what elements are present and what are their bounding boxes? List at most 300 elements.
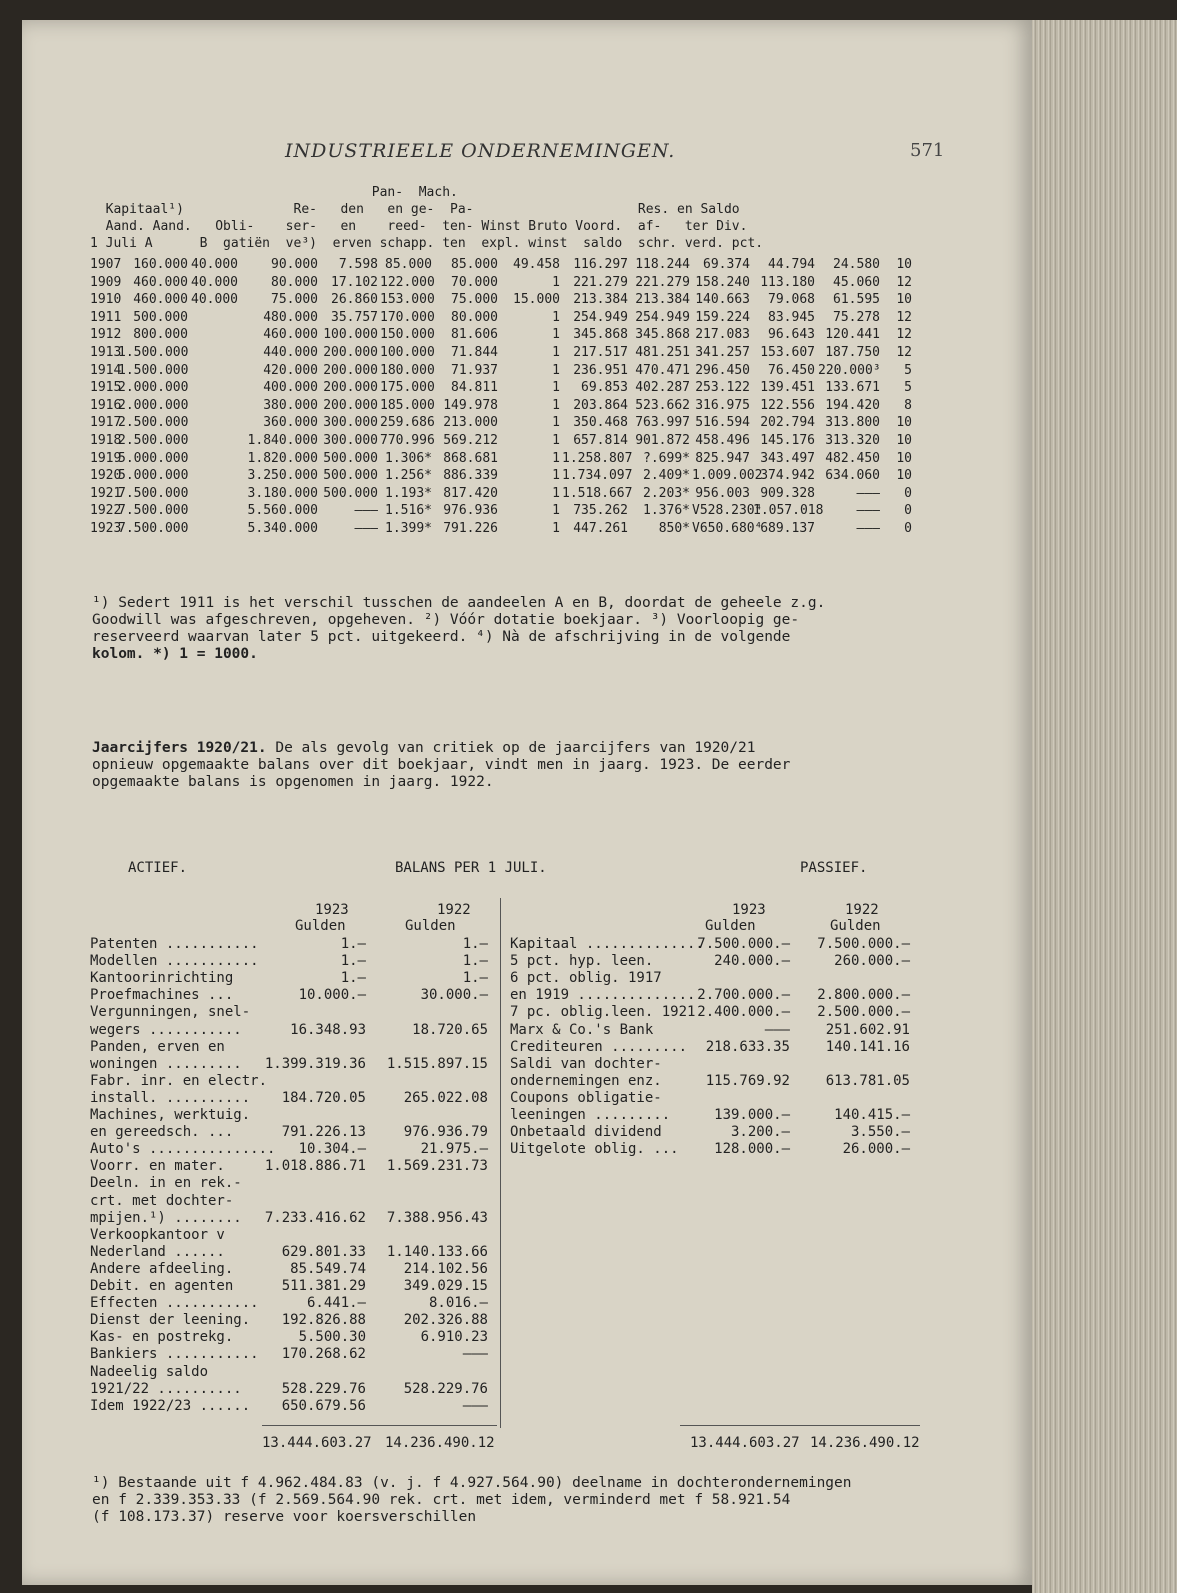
passief-total-1922: 14.236.490.12 (810, 1435, 920, 1451)
table-cell: 217.517 (573, 345, 628, 360)
table-cell: 313.320 (825, 433, 880, 448)
table-cell: 0 (904, 485, 912, 501)
table-cell: 1914 (90, 362, 122, 378)
table-cell: 440.000 (263, 345, 318, 360)
jaarcijfers-paragraph (92, 740, 922, 791)
balance-item-1922: 613.781.05 (825, 1072, 910, 1089)
balance-item-1922: ——— (462, 1346, 488, 1363)
table-cell: 0 (904, 503, 912, 519)
passief-label: PASSIEF. (800, 860, 868, 876)
table-cell: 10 (896, 433, 912, 448)
passief-total-1923: 13.444.603.27 (690, 1435, 800, 1451)
balance-footnote (92, 1475, 922, 1526)
table-cell: 213.384 (635, 292, 690, 308)
table-cell: 1.057.018 (753, 503, 824, 519)
table-cell: 150.000 (380, 327, 435, 343)
table-cell: 10 (896, 468, 912, 484)
table-cell: 12 (896, 309, 912, 325)
table-cell: 149.978 (443, 397, 498, 413)
jaarcijfers-text: opgemaakte balans is opgenomen in jaarg. 1922. (92, 774, 494, 790)
table-cell: 1 (552, 503, 560, 519)
balance-item-label: Patenten ........... (90, 936, 259, 952)
balance-item-1922: 140.141.16 (825, 1038, 910, 1055)
table-cell: 180.000 (380, 362, 435, 378)
table-cell: 10 (896, 292, 912, 308)
table-cell: 8 (904, 397, 912, 413)
balance-item-label: Vergunningen, snel- (90, 1004, 251, 1021)
balance-item-1923: 10.000.— (298, 987, 366, 1004)
balance-item-1922: 1.— (462, 936, 488, 952)
table-cell: 470.471 (635, 362, 690, 378)
table-cell: 1 (552, 485, 560, 501)
balance-item-label: 5 pct. hyp. leen. (510, 953, 654, 970)
balance-item-1923: 85.549.74 (290, 1260, 366, 1277)
table-cell: 90.000 (271, 257, 318, 272)
table-cell: 1 (552, 433, 560, 448)
table-cell: 221.279 (573, 274, 628, 290)
passief-year-1923: 1923 (732, 902, 766, 918)
page-header: INDUSTRIEELE ONDERNEMINGEN. (285, 140, 676, 162)
table-cell: 44.794 (768, 257, 815, 272)
table-cell: 69.853 (581, 380, 628, 396)
balance-item-1922: 349.029.15 (403, 1278, 488, 1294)
table-cell: ——— (354, 521, 378, 536)
table-cell: 1916 (90, 397, 122, 413)
table-cell: 1 (552, 327, 560, 343)
table-cell: 153.607 (760, 345, 815, 360)
table-cell: 868.681 (443, 450, 498, 466)
table-cell: 500.000 (323, 450, 378, 466)
table-notes (92, 595, 922, 663)
balance-item-label: Kas- en postrekg. (90, 1329, 234, 1346)
table-cell: 217.083 (695, 327, 750, 343)
table-cell: 213.000 (443, 415, 498, 431)
table-cell: 17.102 (331, 274, 378, 290)
note-line: Goodwill was afgeschreven, opgeheven. ²) Vóór dotatie boekjaar. ³) Voorloopig ge- (92, 612, 800, 628)
table-cell: 85.000 (385, 257, 432, 272)
balance-item-label: Dienst der leening. (90, 1312, 251, 1329)
balance-item-1922: 202.326.88 (403, 1312, 488, 1329)
table-cell: 1.518.667 (562, 485, 633, 501)
table-cell: 1 (552, 397, 560, 413)
table-cell: 1922 (90, 503, 122, 519)
table-cell: 1.820.000 (247, 450, 318, 466)
balance-item-1923: 528.229.76 (281, 1380, 366, 1397)
balance-divider (500, 898, 501, 1428)
table-cell: 40.000 (191, 292, 238, 308)
table-cell: 10 (896, 415, 912, 431)
balance-item-1923: 5.500.30 (298, 1329, 366, 1346)
table-cell: 296.450 (695, 362, 750, 378)
balance-item-1923: 629.801.33 (281, 1243, 366, 1260)
table-cell: 253.122 (695, 380, 750, 396)
balance-item-1922: 26.000.— (842, 1141, 910, 1158)
balance-item-label: en gereedsch. ... (90, 1124, 234, 1141)
table-cell: 1912 (90, 327, 122, 343)
balance-item-1922: 7.500.000.— (817, 936, 910, 952)
table-cell: ——— (856, 521, 880, 536)
table-cell: 133.671 (825, 380, 880, 396)
table-cell: 1.306* (385, 450, 432, 466)
table-cell: 83.945 (768, 309, 815, 325)
table-cell: 1.258.807 (562, 450, 633, 466)
table-cell: 145.176 (760, 433, 815, 448)
balance-item-label: woningen ......... (90, 1055, 242, 1072)
table-cell: 159.224 (695, 309, 750, 325)
table-cell: 1.516* (385, 503, 432, 519)
table-cell: 482.450 (825, 450, 880, 466)
table-cell: 360.000 (263, 415, 318, 431)
table-cell: 1 (552, 450, 560, 466)
table-cell: 7.500.000 (118, 485, 189, 501)
balans-title: BALANS PER 1 JULI. (395, 860, 547, 876)
passief-unit-1923: Gulden (705, 918, 756, 934)
table-cell: 2.000.000 (118, 397, 189, 413)
balance-item-label: Uitgelote oblig. ... (510, 1141, 679, 1158)
table-cell: 300.000 (323, 433, 378, 448)
actief-label: ACTIEF. (128, 860, 188, 876)
table-cell: 202.794 (760, 415, 815, 431)
table-cell: 1921 (90, 485, 122, 501)
table-cell: ?.699* (643, 450, 690, 466)
table-cell: 374.942 (760, 468, 815, 484)
table-cell: 1915 (90, 380, 122, 396)
table-cell: 220.000³ (818, 362, 881, 378)
balance-item-1922: 3.550.— (850, 1124, 910, 1141)
balance-item-label: Modellen ........... (90, 953, 259, 970)
table-cell: 26.860 (331, 292, 378, 308)
balance-item-1923: 3.200.— (730, 1124, 790, 1141)
table-cell: 400.000 (263, 380, 318, 396)
table-cell: 2.409* (643, 468, 690, 484)
table-cell: 1 (552, 380, 560, 396)
balance-item-1923: 139.000.— (714, 1107, 790, 1123)
table-cell: 69.374 (703, 257, 750, 272)
table-cell: 45.060 (833, 274, 880, 290)
balance-item-1923: 128.000.— (714, 1141, 790, 1158)
table-cell: 343.497 (760, 450, 815, 466)
table-cell: 122.556 (760, 397, 815, 413)
balance-item-label: Marx & Co.'s Bank (510, 1021, 654, 1038)
table-cell: 10 (896, 450, 912, 466)
table-cell: 200.000 (323, 380, 378, 396)
balance-item-label: 7 pc. oblig.leen. 1921 (510, 1004, 696, 1021)
balance-item-1922: 30.000.— (420, 987, 488, 1004)
table-cell: 481.251 (635, 345, 690, 360)
balance-item-1922: 528.229.76 (403, 1380, 488, 1397)
balance-item-1922: ——— (462, 1397, 488, 1414)
table-cell: 341.257 (695, 345, 750, 360)
table-cell: 175.000 (380, 380, 435, 396)
balance-item-label: Crediteuren ......... (510, 1038, 688, 1055)
actief-year-1922: 1922 (437, 902, 471, 918)
table-cell: 500.000 (323, 468, 378, 484)
balance-item-1922: 1.569.231.73 (386, 1158, 488, 1175)
balance-item-label: Kapitaal .............. (510, 936, 704, 952)
table-cell: 569.212 (443, 433, 498, 448)
table-cell: 259.686 (380, 415, 435, 431)
balance-item-1923: 184.720.05 (281, 1089, 366, 1106)
table-cell: 1.399* (385, 521, 432, 536)
table-cell: 345.868 (635, 327, 690, 343)
balance-item-label: Voorr. en mater. (90, 1158, 225, 1175)
table-cell: 1.256* (385, 468, 432, 484)
table-cell: 458.496 (695, 433, 750, 448)
table-cell: 1 (552, 362, 560, 378)
balance-item-1923: 7.500.000.— (697, 936, 790, 952)
table-cell: 791.226 (443, 521, 498, 536)
balance-item-1923: 1.— (340, 936, 366, 952)
table-cell: 1 (552, 468, 560, 484)
balance-item-label: Nadeelig saldo (90, 1363, 209, 1380)
balance-item-1922: 18.720.65 (412, 1021, 488, 1038)
table-cell: 5.000.000 (118, 450, 189, 466)
table-cell: 770.996 (380, 433, 435, 448)
actief-total-rule (262, 1425, 497, 1426)
balance-item-label: Idem 1922/23 ...... (90, 1397, 251, 1414)
table-cell: 316.975 (695, 397, 750, 413)
balance-item-1922: 1.140.133.66 (386, 1243, 488, 1260)
balance-item-1923: 192.826.88 (281, 1312, 366, 1329)
note-line: ¹) Sedert 1911 is het verschil tusschen de aandeelen A en B, doordat de geheele z.g. (92, 595, 826, 611)
table-cell: 254.949 (635, 309, 690, 325)
table-cell: 1917 (90, 415, 122, 431)
table-cell: 300.000 (323, 415, 378, 431)
table-cell: 185.000 (380, 397, 435, 413)
table-cell: 96.643 (768, 327, 815, 343)
table-cell: 523.662 (635, 397, 690, 413)
table-cell: 460.000 (263, 327, 318, 343)
balance-item-1923: 1.— (340, 970, 366, 987)
table-cell: ——— (856, 503, 880, 519)
balance-item-1923: 218.633.35 (705, 1038, 790, 1055)
balance-item-1923: 7.233.416.62 (264, 1209, 366, 1226)
table-cell: 1911 (90, 309, 122, 325)
table-cell: 75.278 (833, 309, 880, 325)
balance-item-1923: 511.381.29 (281, 1278, 366, 1294)
balance-item-1923: 650.679.56 (281, 1397, 366, 1414)
balance-item-1923: 115.769.92 (705, 1072, 790, 1089)
table-cell: 825.947 (695, 450, 750, 466)
note-line: reserveerd waarvan later 5 pct. uitgekeerd. ⁴) Nà de afschrijving in de volgende (92, 629, 791, 645)
balance-item-1923: 2.700.000.— (697, 987, 790, 1004)
table-cell: 976.936 (443, 503, 498, 519)
table-cell: 500.000 (133, 309, 188, 325)
table-cell: 7.500.000 (118, 503, 189, 519)
table-cell: 735.262 (573, 503, 628, 519)
balance-item-label: ondernemingen enz. (510, 1072, 662, 1089)
passief-total-rule (680, 1425, 920, 1426)
table-header-line: Kapitaal¹) Re- den en ge- Pa- Res. en Saldo (90, 202, 740, 217)
footnote-line: (f 108.173.37) reserve voor koersverschillen (92, 1509, 477, 1525)
table-cell: 81.606 (451, 327, 498, 343)
actief-unit-1922: Gulden (405, 918, 456, 934)
balance-item-1923: 1.399.319.36 (264, 1055, 366, 1072)
table-cell: 689.137 (760, 521, 815, 536)
balance-item-label: Panden, erven en (90, 1038, 225, 1055)
balance-item-label: Proefmachines ... (90, 987, 234, 1004)
table-cell: 500.000 (323, 485, 378, 501)
balance-item-1923: 16.348.93 (290, 1021, 366, 1038)
table-cell: 153.000 (380, 292, 435, 308)
balance-item-label: mpijen.¹) ........ (90, 1209, 242, 1226)
balance-item-label: crt. met dochter- (90, 1192, 234, 1209)
table-cell: 657.814 (573, 433, 628, 448)
table-cell: 420.000 (263, 362, 318, 378)
table-cell: V650.680⁴ (692, 521, 763, 536)
table-cell: 956.003 (695, 485, 750, 501)
balance-item-1923: 170.268.62 (281, 1346, 366, 1363)
table-cell: 40.000 (191, 257, 238, 272)
table-cell: 221.279 (635, 274, 690, 290)
table-cell: 122.000 (380, 274, 435, 290)
jaarcijfers-title: Jaarcijfers 1920/21. (92, 740, 267, 756)
passief-year-1922: 1922 (845, 902, 879, 918)
table-cell: 3.250.000 (247, 468, 318, 484)
table-cell: 516.594 (695, 415, 750, 431)
table-cell: 158.240 (695, 274, 750, 290)
balance-item-1922: 2.800.000.— (817, 987, 910, 1004)
table-cell: 10 (896, 257, 912, 272)
table-cell: 71.844 (451, 345, 498, 360)
table-cell: 75.000 (451, 292, 498, 308)
balance-item-label: Nederland ...... (90, 1243, 225, 1260)
table-cell: 1913 (90, 345, 122, 360)
table-cell: 1907 (90, 257, 122, 272)
table-cell: 886.339 (443, 468, 498, 484)
table-cell: 1918 (90, 433, 122, 448)
footnote-line: en f 2.339.353.33 (f 2.569.564.90 rek. crt. met idem, verminderd met f 58.921.54 (92, 1492, 791, 1508)
table-cell: 113.180 (760, 274, 815, 290)
table-cell: 12 (896, 327, 912, 343)
balance-item-1923: 6.441.— (306, 1295, 366, 1312)
table-cell: 817.420 (443, 485, 498, 501)
table-cell: 1.009.002 (692, 468, 763, 484)
table-cell: 5 (904, 380, 912, 396)
table-cell: 76.450 (768, 362, 815, 378)
table-cell: 254.949 (573, 309, 628, 325)
table-cell: 1 (552, 309, 560, 325)
table-cell: 194.420 (825, 397, 880, 413)
balance-item-1923: 1.018.886.71 (264, 1158, 366, 1175)
balance-item-1922: 260.000.— (834, 953, 910, 970)
balance-item-1923: 1.— (340, 953, 366, 970)
table-cell: 313.800 (825, 415, 880, 431)
table-cell: 118.244 (635, 257, 690, 272)
table-cell: 100.000 (323, 327, 378, 343)
balance-item-label: Andere afdeeling. (90, 1260, 234, 1277)
jaarcijfers-text: De als gevolg van critiek op de jaarcijfers van 1920/21 (266, 740, 756, 756)
table-cell: 634.060 (825, 468, 880, 484)
balance-item-label: Auto's ............... (90, 1141, 276, 1158)
table-cell: 236.951 (573, 362, 628, 378)
table-cell: 380.000 (263, 397, 318, 413)
table-cell: 460.000 (133, 292, 188, 308)
balance-item-1923: 10.304.— (298, 1141, 366, 1158)
table-cell: 213.384 (573, 292, 628, 308)
table-cell: 12 (896, 274, 912, 290)
balance-item-1922: 1.515.897.15 (386, 1055, 488, 1072)
balance-item-label: wegers ........... (90, 1021, 242, 1038)
balance-item-1922: 8.016.— (428, 1295, 488, 1312)
table-cell: 170.000 (380, 309, 435, 325)
table-cell: 200.000 (323, 345, 378, 360)
table-cell: 100.000 (380, 345, 435, 360)
balance-item-label: Deeln. in en rek.- (90, 1175, 242, 1192)
balance-item-1922: 976.936.79 (403, 1124, 488, 1141)
balance-item-label: leeningen ......... (510, 1107, 671, 1123)
balance-item-1923: ——— (764, 1021, 790, 1038)
balance-item-1922: 1.— (462, 970, 488, 987)
balance-item-label: Debit. en agenten (90, 1278, 234, 1294)
table-cell: 1 (552, 415, 560, 431)
balance-item-1922: 7.388.956.43 (386, 1209, 488, 1226)
table-cell: 460.000 (133, 274, 188, 290)
balance-item-1922: 1.— (462, 953, 488, 970)
balance-item-1922: 251.602.91 (825, 1021, 910, 1038)
table-cell: 120.441 (825, 327, 880, 343)
table-header-line: Aand. Aand. Obli- ser- en reed- ten- Winst Bruto Voord. af- ter Div. (90, 219, 748, 234)
balance-item-1923: 791.226.13 (281, 1124, 366, 1141)
balance-item-label: Kantoorinrichting (90, 970, 234, 987)
actief-total-1923: 13.444.603.27 (262, 1435, 372, 1451)
table-cell: 140.663 (695, 292, 750, 308)
balance-item-1922: 214.102.56 (403, 1260, 488, 1277)
table-cell: 1919 (90, 450, 122, 466)
table-cell: 480.000 (263, 309, 318, 325)
table-cell: 71.937 (451, 362, 498, 378)
balance-item-label: Saldi van dochter- (510, 1055, 662, 1072)
table-cell: 139.451 (760, 380, 815, 396)
table-cell: 24.580 (833, 257, 880, 272)
balance-item-1923: 2.400.000.— (697, 1004, 790, 1021)
table-cell: 75.000 (271, 292, 318, 308)
balance-item-1922: 140.415.— (834, 1107, 910, 1123)
table-header-line: 1 Juli A B gatiën ve³) erven schapp. ten expl. winst saldo schr. verd. pct. (90, 236, 764, 251)
table-cell: 12 (896, 345, 912, 360)
table-cell: 35.757 (331, 309, 378, 325)
table-cell: 1 (552, 274, 560, 290)
table-cell: 5 (904, 362, 912, 378)
passief-unit-1922: Gulden (830, 918, 881, 934)
balance-item-label: 1921/22 .......... (90, 1380, 242, 1397)
table-cell: 909.328 (760, 485, 815, 501)
table-cell: 2.500.000 (118, 415, 189, 431)
table-cell: 1.500.000 (118, 345, 189, 360)
table-cell: 70.000 (451, 274, 498, 290)
table-cell: 61.595 (833, 292, 880, 308)
table-cell: 116.297 (573, 257, 628, 272)
table-cell: ——— (354, 503, 378, 519)
balance-item-label: Verkoopkantoor v (90, 1226, 225, 1243)
table-cell: 1920 (90, 468, 122, 484)
table-header-line: Pan- Mach. (90, 185, 458, 200)
table-cell: 79.068 (768, 292, 815, 308)
table-cell: 5.000.000 (118, 468, 189, 484)
table-cell: 200.000 (323, 362, 378, 378)
balance-item-1922: 6.910.23 (420, 1329, 488, 1346)
table-cell: 2.500.000 (118, 433, 189, 448)
balance-item-label: Coupons obligatie- (510, 1089, 662, 1106)
table-cell: 80.000 (451, 309, 498, 325)
table-cell: 402.287 (635, 380, 690, 396)
table-cell: ——— (856, 485, 880, 501)
table-cell: 200.000 (323, 397, 378, 413)
table-cell: 763.997 (635, 415, 690, 431)
table-cell: 1909 (90, 274, 122, 290)
table-cell: 7.598 (338, 257, 378, 272)
table-cell: 800.000 (133, 327, 188, 343)
